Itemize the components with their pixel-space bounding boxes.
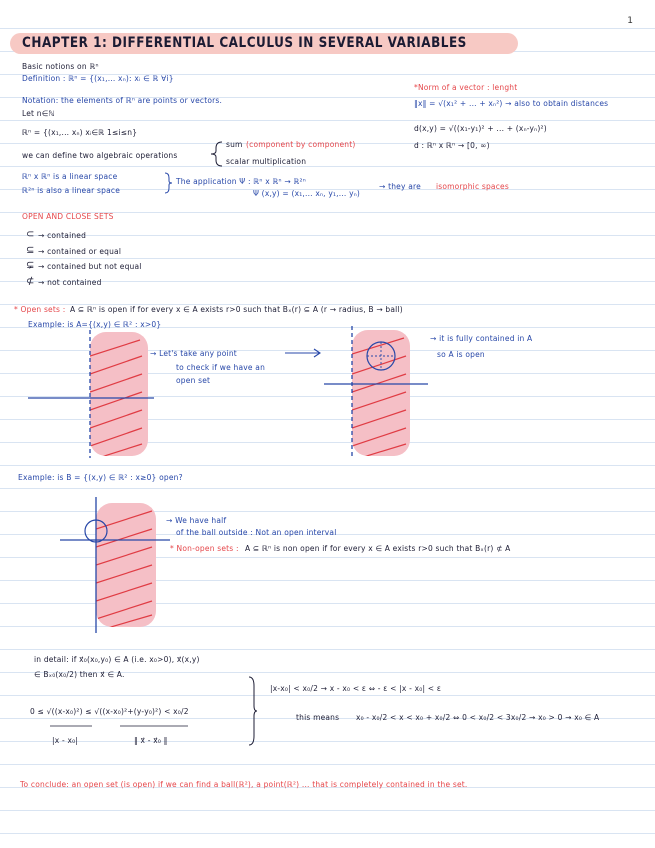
conclusion: To conclude: an open set (is open) if we can find a ball(ℝ²), a point(ℝ²) ... that is completely contained in the set. [20, 780, 468, 789]
op-sum-note: (component by component) [246, 140, 356, 149]
so-a-open-note: so A is open [437, 350, 485, 359]
non-open-definition: A ⊆ ℝⁿ is non open if for every x ∈ A exists r>0 such that Bₓ(r) ⊄ A [245, 544, 511, 553]
linear-space-2: ℝ²ⁿ is also a linear space [22, 186, 121, 195]
operations-brace [210, 140, 224, 168]
inequality-left: 0 ≤ √((x-x₀)²) ≤ √((x-x₀)²+(y-y₀)²) < x₀/2 [30, 707, 189, 716]
isomorphic-arrow: → they are [379, 182, 421, 191]
non-open-label: * Non-open sets : [170, 544, 239, 553]
take-point-note-3: open set [176, 376, 211, 385]
linear-space-1: ℝⁿ x ℝⁿ is a linear space [22, 172, 118, 181]
open-close-heading: OPEN AND CLOSE SETS [22, 212, 114, 221]
arrow-right-icon [285, 348, 323, 358]
figure-set-a-right [324, 326, 434, 460]
norm-formula: ‖x‖ = √(x₁² + ... + xₙ²) → also to obtain distances [414, 99, 609, 108]
under-brace-1: |x - x₀| [52, 736, 79, 745]
page-number: 1 [627, 16, 633, 26]
chapter-title: CHAPTER 1: DIFFERENTIAL CALCULUS IN SEVERAL VARIABLES [22, 35, 467, 51]
let-n: Let n∈ℕ [22, 109, 55, 118]
example-b: Example: is B = {(x,y) ∈ ℝ² : x≥0} open? [18, 473, 183, 482]
detail-right-1: |x-x₀| < x₀/2 → x - x₀ < ε ⇔ - ε < |x - x₀| < ε [270, 684, 442, 693]
notebook-page: 1 CHAPTER 1: DIFFERENTIAL CALCULUS IN SEVERAL VARIABLES Basic notions on ℝⁿ Definition : ℝⁿ = {(x₁,... xₙ): xᵢ ∈ ℝ ∀i} Notation: the elements of ℝⁿ are points or vectors. Let n∈ℕ ℝⁿ = {(x₁,... xₙ) xᵢ∈ℝ 1≤i≤n} we can define two algebraic operations sum (component by component) scalar multiplication ℝⁿ x ℝⁿ is a linear space ℝ²ⁿ is also a linear space The application Ψ : ℝⁿ x ℝⁿ → ℝ²ⁿ Ψ (x,y) = (x₁,... xₙ, y₁,... yₙ) → they are isomorphic spaces *Norm of a vector : lenght ‖x‖ = √(x₁² + ... + xₙ²) → also to obtain distances d(x,y) = √((x₁-y₁)² + ... + (xₙ-yₙ)²) d : ℝⁿ x ℝⁿ → [0, ∞) OPEN AND CLOSE SETS ⊂ → contained ⊆ → contained or equal ⊊ → contained but not equal ⊄ → not contained * Open sets : A ⊆ ℝⁿ is open if for every x ∈ A exists r>0 such that Bₓ(r) ⊆ A (r → radius, B → ball) Example: is A={(x,y) ∈ ℝ² : x>0} → Let's take any point to check if we have an open set → it is fully contained in A so A is open Example: is B = {(x,y) ∈ ℝ² : x≥0} open? → We have half of the ball outside : Not an open interval * Non-open sets : A ⊆ ℝⁿ is non open if for every x ∈ A exists r>0 such that Bₓ(r) ⊄ A in detail: if x⃗₀(x₀,y₀) ∈ A (i.e. x₀>0), x⃗(x,y) ∈ Bₓ₀(x₀/2) then x⃗ ∈ A. 0 ≤ √((x-x₀)²) ≤ √((x-x₀)²+(y-y₀)²) < x₀/2 |x - x₀| ‖ x⃗ - x⃗₀ ‖ |x-x₀| < x₀/2 → x - x₀ < ε ⇔ - ε < |x - x₀| < ε this means x₀ - x₀/2 < x < x₀ + x₀/2 ⇔ 0 < x₀/2 < 3x₀/2 → x₀ > 0 → x₀ ∈ A To conclude: an open set (is open) if we can find a ball(ℝ²), a point(ℝ²) ... that is completely contained in the set. [0, 0, 655, 848]
take-point-note-2: to check if we have an [176, 363, 266, 372]
isomorphic-spaces: isomorphic spaces [436, 182, 509, 191]
distance-map: d : ℝⁿ x ℝⁿ → [0, ∞) [414, 141, 490, 150]
definition: Definition : ℝⁿ = {(x₁,... xₙ): xᵢ ∈ ℝ ∀i} [22, 74, 174, 83]
figure-set-b [60, 495, 180, 635]
detail-right-2: x₀ - x₀/2 < x < x₀ + x₀/2 ⇔ 0 < x₀/2 < 3x₀/2 → x₀ > 0 → x₀ ∈ A [356, 713, 600, 722]
application: The application Ψ : ℝⁿ x ℝⁿ → ℝ²ⁿ [176, 177, 306, 186]
set-definition: ℝⁿ = {(x₁,... xₙ) xᵢ∈ℝ 1≤i≤n} [22, 128, 138, 137]
half-ball-note-2: of the ball outside : Not an open interval [176, 528, 337, 537]
detail-line-2: ∈ Bₓ₀(x₀/2) then x⃗ ∈ A. [34, 670, 125, 679]
distance-formula: d(x,y) = √((x₁-y₁)² + ... + (xₙ-yₙ)²) [414, 124, 547, 133]
open-set-definition: A ⊆ ℝⁿ is open if for every x ∈ A exists r>0 such that Bₓ(r) ⊆ A (r → radius, B → ball) [70, 305, 403, 314]
detail-brace [246, 676, 258, 746]
basic-heading: Basic notions on ℝⁿ [22, 62, 99, 71]
fully-contained-note: → it is fully contained in A [430, 334, 533, 343]
op-scalar: scalar multiplication [226, 157, 307, 166]
under-lines [50, 722, 190, 730]
under-brace-2: ‖ x⃗ - x⃗₀ ‖ [134, 736, 168, 745]
op-sum: sum [226, 140, 243, 149]
application-map: Ψ (x,y) = (x₁,... xₙ, y₁,... yₙ) [253, 189, 361, 198]
operations-intro: we can define two algebraic operations [22, 151, 178, 160]
notation: Notation: the elements of ℝⁿ are points or vectors. [22, 96, 223, 105]
half-ball-note-1: → We have half [166, 516, 227, 525]
this-means: this means [296, 713, 340, 722]
detail-line-1: in detail: if x⃗₀(x₀,y₀) ∈ A (i.e. x₀>0), x⃗(x,y) [34, 655, 200, 664]
figure-set-a-left [28, 330, 158, 460]
open-sets-label: * Open sets : [14, 305, 66, 314]
example-a: Example: is A={(x,y) ∈ ℝ² : x>0} [28, 320, 162, 329]
take-point-note-1: → Let's take any point [150, 349, 237, 358]
norm-title: *Norm of a vector : lenght [414, 83, 518, 92]
linear-brace [163, 172, 173, 194]
